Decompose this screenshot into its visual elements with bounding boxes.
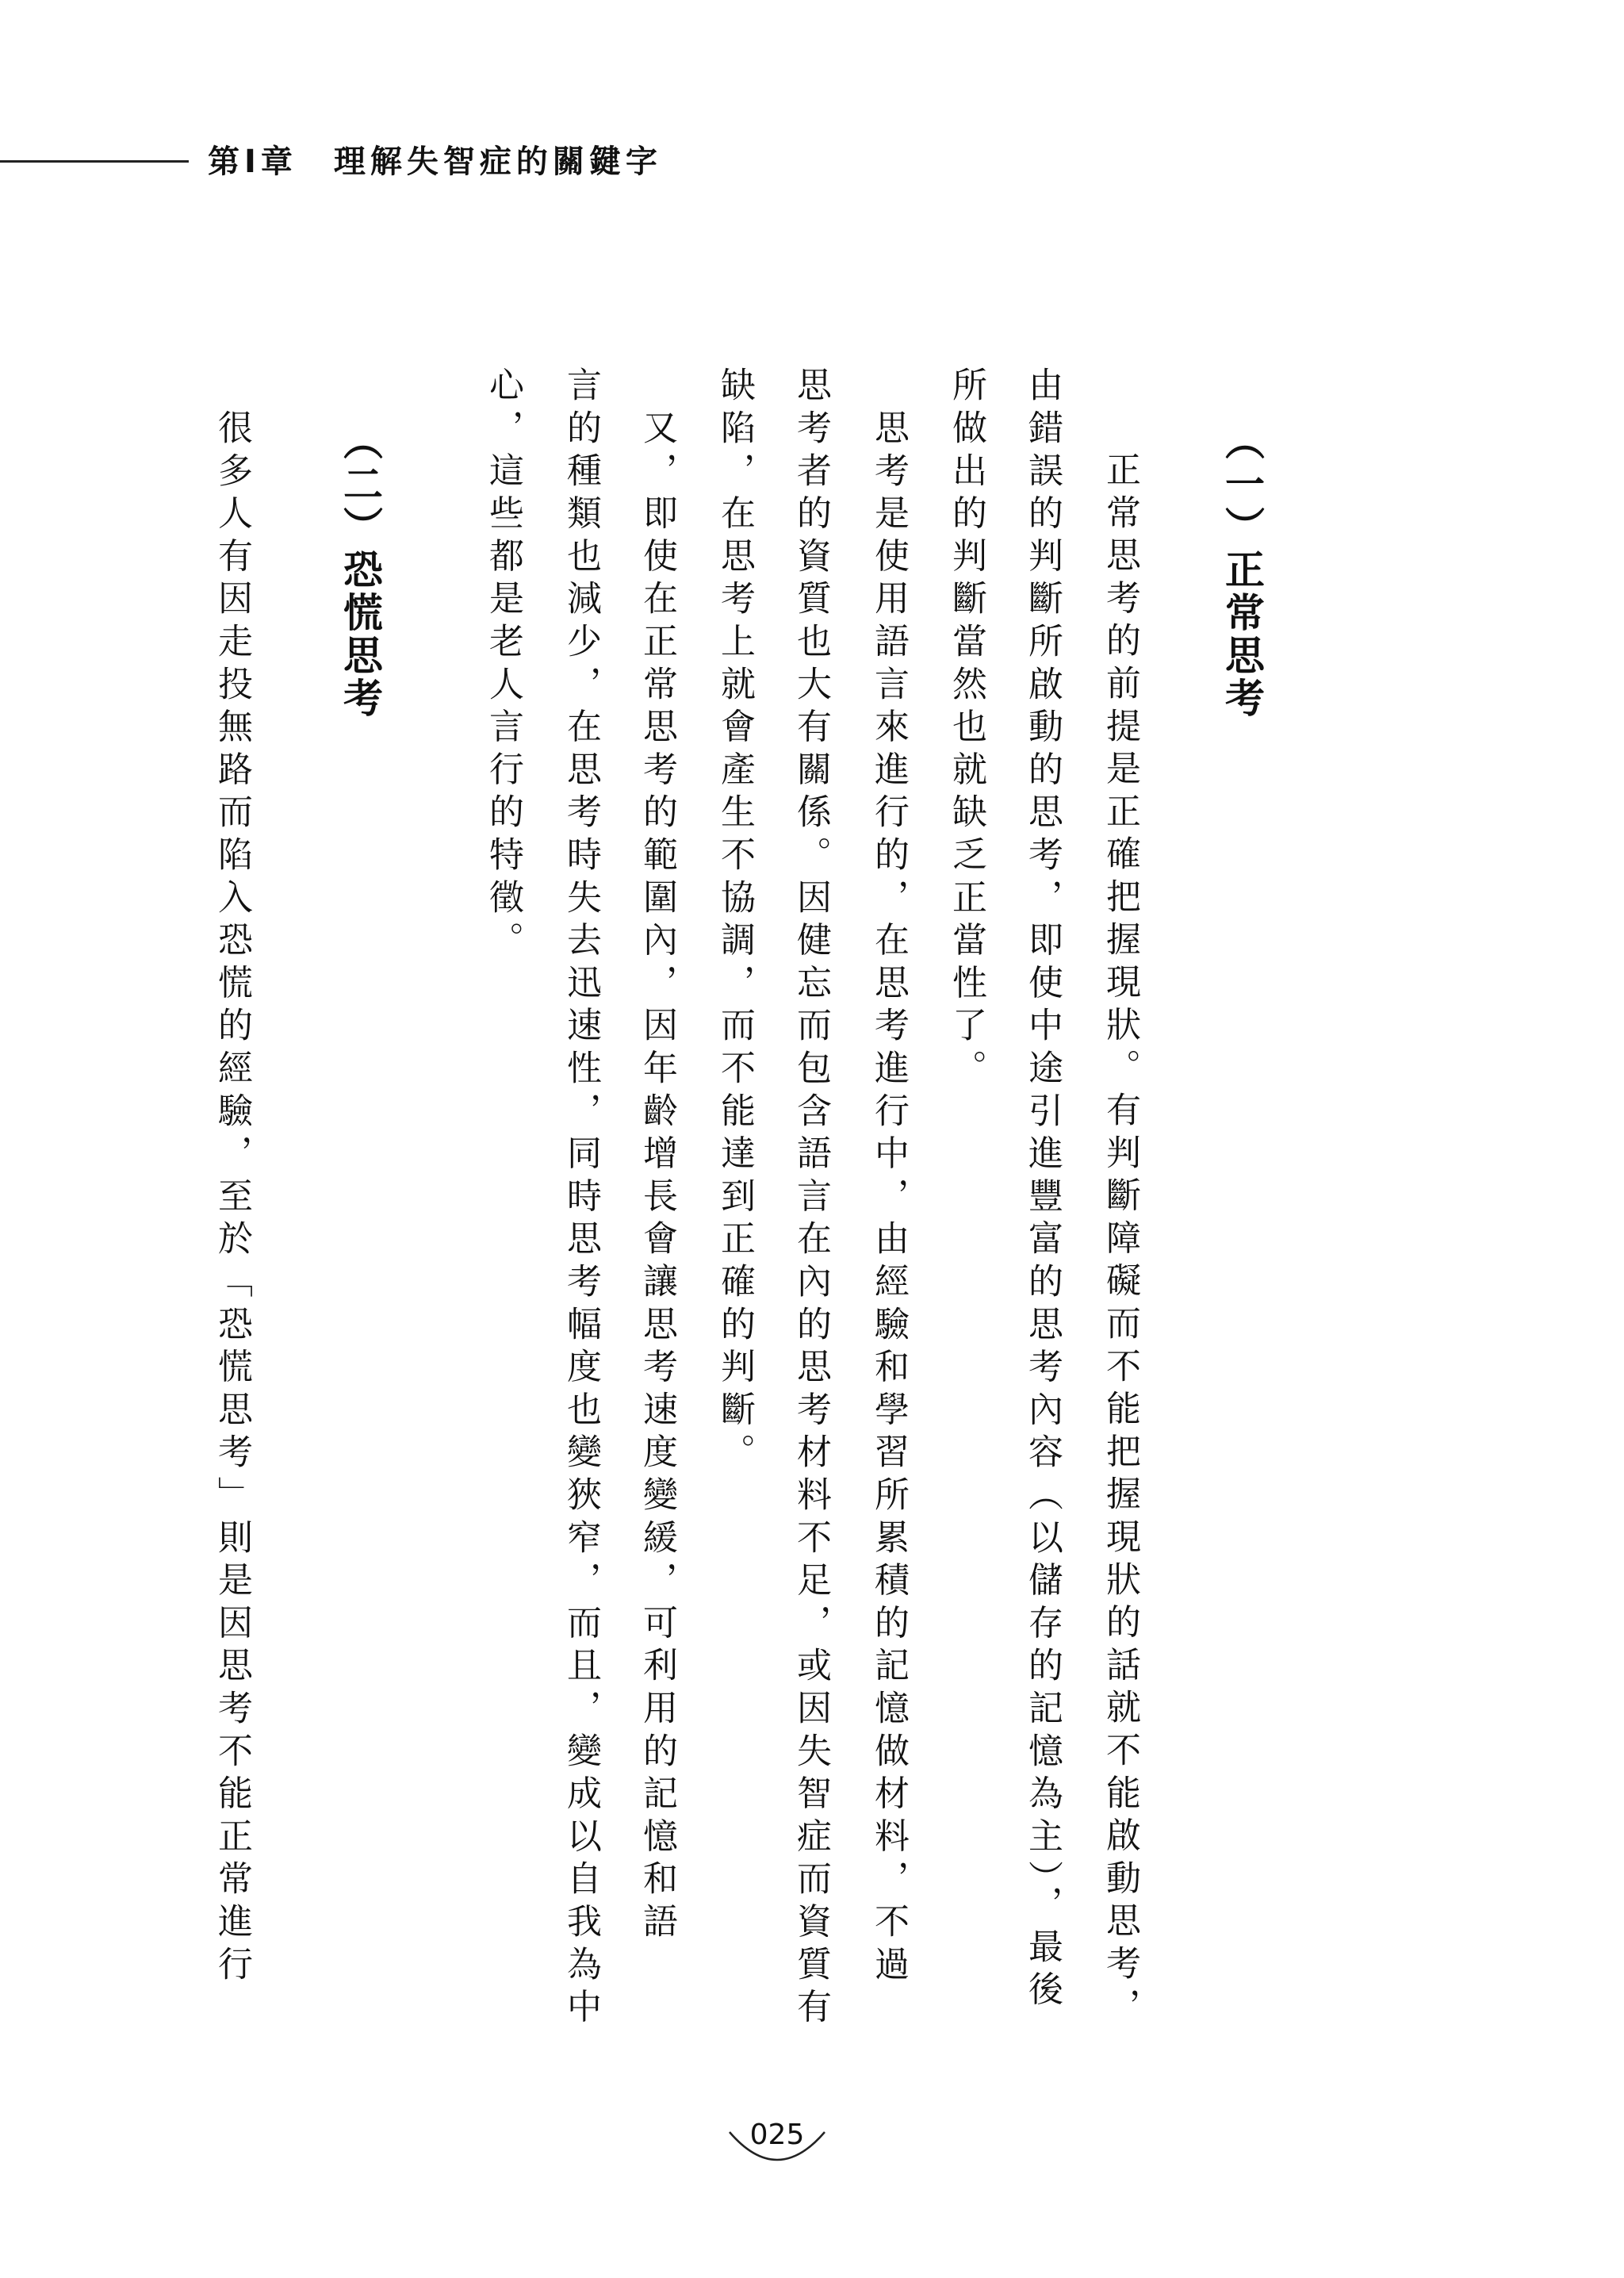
section-heading-panic-thinking: （二）恐慌思考 (337, 420, 383, 720)
body-line: 正常思考的前提是正確把握現狀。有判斷障礙而不能把握現狀的話就不能啟動思考， (1100, 408, 1140, 2031)
page-number-block (726, 2116, 829, 2172)
section-heading-normal-thinking: （一）正常思考 (1219, 420, 1265, 720)
body-line: 言的種類也減少，在思考時失去迅速性，同時思考幅度也變狹窄，而且，變成以自我為中 (561, 366, 601, 2031)
body-line: 思考者的資質也大有關係。因健忘而包含語言在內的思考材料不足，或因失智症而資質有 (791, 366, 831, 2031)
body-line: 心，這些都是老人言行的特徵。 (483, 366, 523, 965)
body-line: 缺陷，在思考上就會產生不協調，而不能達到正確的判斷。 (714, 366, 755, 1476)
header-rule (0, 160, 189, 163)
body-line: 由錯誤的判斷所啟動的思考，即使中途引進豐富的思考內容（以儲存的記憶為主），最後 (1022, 366, 1063, 2014)
body-line: 很多人有因走投無路而陷入恐慌的經驗，至於「恐慌思考」則是因思考不能正常進行 (212, 366, 252, 1988)
body-line: 又，即使在正常思考的範圍內，因年齡增長會讓思考速度變緩，可利用的記憶和語 (637, 366, 677, 1946)
body-line: 所做出的判斷當然也就缺乏正當性了。 (946, 366, 986, 1092)
body-line: 思考是使用語言來進行的，在思考進行中，由經驗和學習所累積的記憶做材料，不過 (868, 366, 909, 1988)
chapter-header: 第Ⅰ章 理解失智症的關鍵字 (208, 144, 662, 180)
page-number: 025 (749, 2119, 805, 2151)
